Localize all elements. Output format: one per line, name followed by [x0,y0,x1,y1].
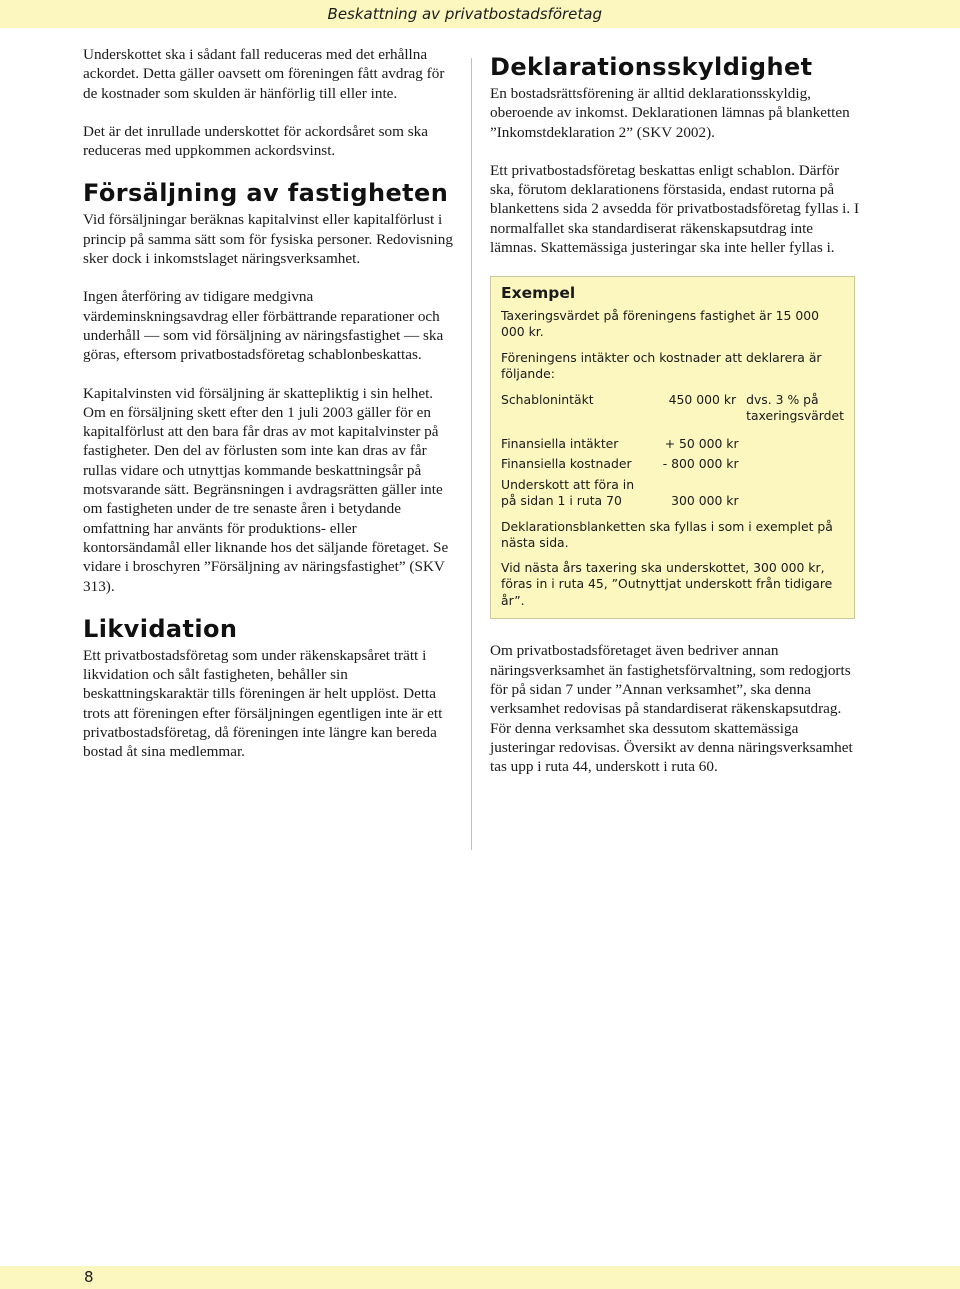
row-amount: - 800 000 kr [662,456,739,472]
row-label: Finansiella intäkter [501,435,619,451]
paragraph: Vid försäljningar beräknas kapitalvinst eller kapitalförlust i princip på samma sätt som för fysiska personer. Redovisning sker dock i inkomstslaget näringsverksamhet. [83,211,453,268]
running-header-title: Beskattning av privatbostadsföretag [327,5,602,23]
paragraph: Om privatbostadsföretaget även bedriver annan näringsverksamhet än fastighetsförvaltning, som redogjorts för på sidan 7 under ”Annan verksamhet”, ska denna verksamhet redovisas på standardiserat räkenskapsutdrag. För denna verksamhet ska dessutom skattemässiga justeringar redovisas. Översikt av denna näringsverksamhet tas upp i ruta 44, underskott i ruta 60. [490,642,853,776]
row-label: Underskott att föra in på sidan 1 i ruta 70 [501,476,635,509]
example-line: Vid nästa års taxering ska underskottet, 300 000 kr, föras in i ruta 45, ”Outnyttjat underskott från tidigare år”. [501,559,833,608]
section-heading-declaration: Deklarationsskyldighet [490,53,813,81]
row-note [749,456,844,473]
left-column [83,45,455,781]
example-row [501,456,844,473]
paragraph: Det är det inrullade underskottet för ackordsåret som ska reduceras med uppkommen ackordsvinst. [83,122,428,160]
footer-band [0,1266,960,1289]
right-column [490,53,862,795]
example-title: Exempel [501,284,576,303]
row-note [749,436,844,453]
section-heading-sale: Försäljning av fastigheten [83,179,449,208]
paragraph: En bostadsrättsförening är alltid deklarationsskyldig, oberoende av inkomst. Deklarationen lämnas på blanketten ”Inkomstdeklaration 2” (SKV 2002). [490,85,850,141]
column-divider [471,58,472,850]
example-row [501,477,844,510]
row-label: Schablonintäkt [501,391,594,407]
paragraph: Ett privatbostadsföretag beskattas enligt schablon. Därför ska, förutom deklarationens förstasida, endast rutorna på blankettens sida 2 avsedda för privatbostadsföretag fyllas i. I normalfallet ska standardiserat räkenskapsutdrag inte lämnas. Skattemässiga justeringar ska inte heller fyllas i. [490,161,860,257]
paragraph: Kapitalvinsten vid försäljning är skattepliktig i sin helhet. Om en försäljning skett efter den 1 juli 2003 gäller för en kapitalförlust att den bara får dras av mot kapitalvinster på fastigheter. Den del av förlusten som inte kan dras av får rullas vidare och utnyttjas kommande beskattningsår på motsvarande sätt. Begränsningen i avdragsrätten gäller inte om fastigheten under de tre senaste åren i betydande omfattning har använts för produktions- eller kontorsändamål eller liknande hos det säljande företaget. Se vidare i broschyren ”Försäljning av näringsfastighet” (SKV 313). [83,384,449,595]
example-row [501,392,844,425]
page-number: 8 [84,1268,94,1286]
row-amount: + 50 000 kr [664,435,739,451]
example-line: Taxeringsvärdet på föreningens fastighet är 15 000 000 kr. [501,307,819,340]
example-line: Föreningens intäkter och kostnader att deklarera är följande: [501,349,822,382]
row-label: Finansiella kostnader [501,456,632,472]
example-box [490,276,855,619]
example-row [501,436,844,453]
example-line: Deklarationsblanketten ska fyllas i som i exemplet på nästa sida. [501,518,833,551]
header-band [0,0,960,28]
paragraph: Underskottet ska i sådant fall reduceras med det erhållna ackordet. Detta gäller oavsett om föreningen fått avdrag för de kostnader som skulden är hänförlig till eller inte. [83,46,445,102]
row-note: dvs. 3 % på taxeringsvärdet [746,391,844,424]
row-amount: 300 000 kr [671,493,739,509]
paragraph: Ett privatbostadsföretag som under räkenskapsåret trätt i likvidation och sålt fastigheten, behåller sin beskattningskaraktär tills föreningen är helt upplöst. Detta trots att föreningen efter försäljningen egentligen inte är ett privatbostadsföretag, då föreningen inte längre kan bereda bostad åt sina medlemmar. [83,646,443,761]
section-heading-liquidation: Likvidation [83,614,238,643]
row-amount: 450 000 kr [668,391,737,407]
paragraph: Ingen återföring av tidigare medgivna värdeminskningsavdrag eller förbättrande reparationer och underhåll — som vid försäljning av näringsfastighet — ska göras, eftersom privatbostadsföretag schablonbeskattas. [83,288,444,364]
